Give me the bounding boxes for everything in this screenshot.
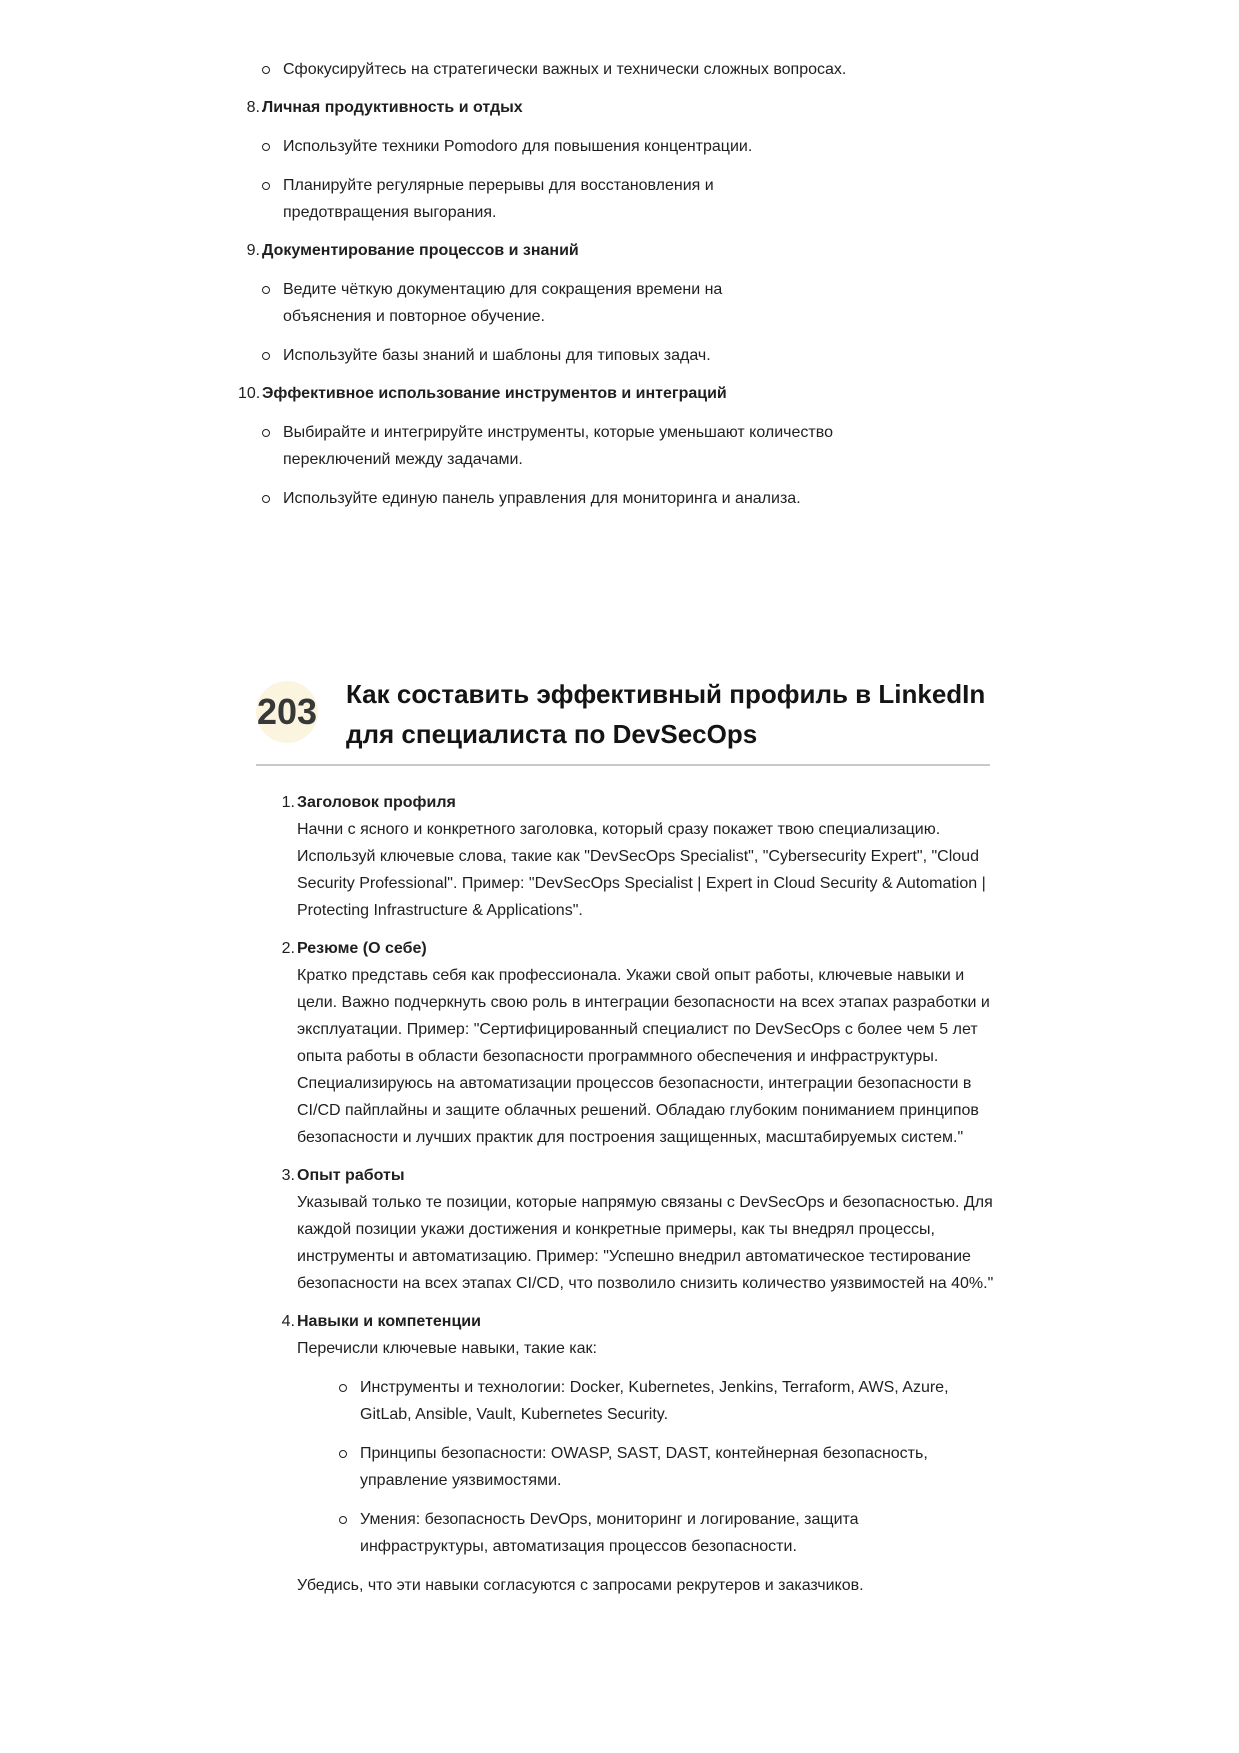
section-heading bbox=[256, 674, 990, 766]
list-item-4 bbox=[281, 1309, 997, 1599]
bullet-item: Умения: безопасность DevOps, мониторинг и логирование, защита инфраструктуры, автоматизация процессов безопасности. bbox=[339, 1506, 920, 1560]
hollow-bullet-icon bbox=[262, 143, 270, 151]
bullet-item: Инструменты и технологии: Docker, Kubernetes, Jenkins, Terraform, AWS, Azure, GitLab, Ansible, Vault, Kubernetes Security. bbox=[339, 1374, 960, 1428]
list-item-2 bbox=[281, 936, 997, 1151]
item-7-bullets bbox=[262, 56, 1022, 83]
list-number: 10. bbox=[238, 385, 261, 402]
list-item-title: Эффективное использование инструментов и интеграций bbox=[262, 385, 727, 402]
bullet-item: Используйте единую панель управления для мониторинга и анализа. bbox=[262, 485, 1022, 512]
list-item-text: Указывай только те позиции, которые напрямую связаны с DevSecOps и безопасностью. Для каждой позиции укажи достижения и конкретные примеры, как ты внедрял процессы, инструменты и автоматизацию. Пример: "Успешно внедрил автоматическое тестирование безопасности на всех этапах CI/CD, что позволило снизить количество уязвимостей на 40%." bbox=[297, 1194, 994, 1292]
list-number: 2. bbox=[281, 940, 295, 957]
list-item-3 bbox=[281, 1163, 997, 1297]
list-item-title: Навыки и компетенции bbox=[297, 1313, 481, 1330]
list-item-title: Личная продуктивность и отдых bbox=[262, 99, 523, 116]
list-number: 3. bbox=[281, 1167, 295, 1184]
list-item-9 bbox=[246, 238, 1022, 369]
section-title: Как составить эффективный профиль в LinkedIn для специалиста по DevSecOps bbox=[346, 679, 986, 749]
list-item-8 bbox=[246, 95, 1022, 226]
hollow-bullet-icon bbox=[262, 352, 270, 360]
hollow-bullet-icon bbox=[262, 429, 270, 437]
list-number: 9. bbox=[246, 242, 260, 259]
bullet-item: Ведите чёткую документацию для сокращения времени на объяснения и повторное обучение. bbox=[262, 276, 803, 330]
hollow-bullet-icon bbox=[262, 182, 270, 190]
list-item-10 bbox=[238, 381, 1022, 512]
bullet-item: Используйте техники Pomodoro для повышения концентрации. bbox=[262, 133, 1022, 160]
list-item-text: Перечисли ключевые навыки, такие как: bbox=[297, 1340, 597, 1357]
hollow-bullet-icon bbox=[262, 286, 270, 294]
list-item-text: Начни с ясного и конкретного заголовка, который сразу покажет твою специализацию. Используй ключевые слова, такие как "DevSecOps Specialist", "Cybersecurity Expert", "Cloud Security Professional". Пример: "DevSecOps Specialist | Expert in Cloud Security & Automation | Protecting Infrastructure & Applications". bbox=[297, 821, 986, 919]
list-item-title: Резюме (О себе) bbox=[297, 940, 427, 957]
bullet-item: Сфокусируйтесь на стратегически важных и технически сложных вопросах. bbox=[262, 56, 1022, 83]
skills-bullets bbox=[339, 1374, 997, 1560]
bullet-item: Используйте базы знаний и шаблоны для типовых задач. bbox=[262, 342, 1022, 369]
hollow-bullet-icon bbox=[262, 495, 270, 503]
list-item-title: Документирование процессов и знаний bbox=[262, 242, 579, 259]
bullet-item: Выбирайте и интегрируйте инструменты, которые уменьшают количество переключений между задачами. bbox=[262, 419, 843, 473]
hollow-bullet-icon bbox=[262, 66, 270, 74]
hollow-bullet-icon bbox=[339, 1450, 347, 1458]
list-number: 8. bbox=[246, 99, 260, 116]
list-item-footer: Убедись, что эти навыки согласуются с запросами рекрутеров и заказчиков. bbox=[297, 1577, 864, 1594]
list-item-title: Опыт работы bbox=[297, 1167, 405, 1184]
section-number-badge: 203 bbox=[256, 681, 318, 743]
list-number: 4. bbox=[281, 1313, 295, 1330]
list-item-1 bbox=[281, 790, 997, 924]
previous-section-list bbox=[238, 56, 1022, 512]
hollow-bullet-icon bbox=[339, 1384, 347, 1392]
list-item-title: Заголовок профиля bbox=[297, 794, 456, 811]
bullet-item: Планируйте регулярные перерывы для восстановления и предотвращения выгорания. bbox=[262, 172, 803, 226]
list-item-text: Кратко представь себя как профессионала. Укажи свой опыт работы, ключевые навыки и цели. Важно подчеркнуть свою роль в интеграции безопасности на всех этапах разработки и эксплуатации. Пример: "Сертифицированный специалист по DevSecOps с более чем 5 лет опыта работы в области безопасности программного обеспечения и инфраструктуры. Специализируюсь на автоматизации процессов безопасности, интеграции безопасности в CI/CD пайплайны и защите облачных решений. Обладаю глубоким пониманием принципов безопасности и лучших практик для построения защищенных, масштабируемых систем." bbox=[297, 967, 990, 1146]
section-body-list bbox=[281, 790, 997, 1599]
list-number: 1. bbox=[281, 794, 295, 811]
bullet-item: Принципы безопасности: OWASP, SAST, DAST, контейнерная безопасность, управление уязвимостями. bbox=[339, 1440, 960, 1494]
hollow-bullet-icon bbox=[339, 1516, 347, 1524]
